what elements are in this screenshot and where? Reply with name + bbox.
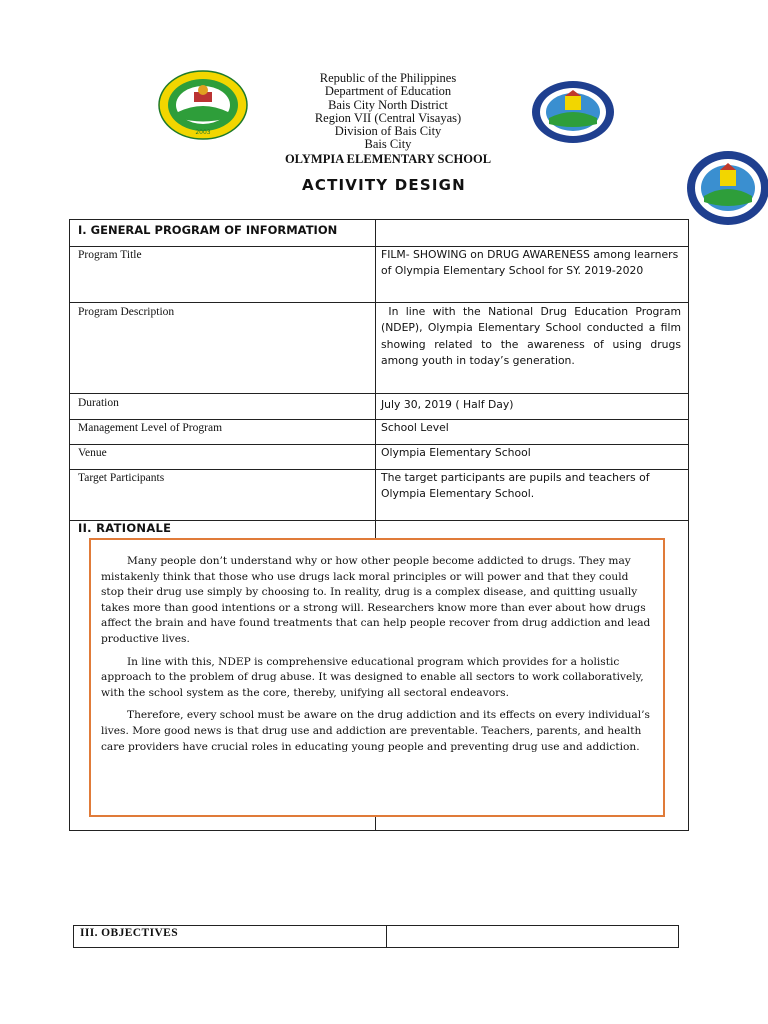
- school-name: OLYMPIA ELEMENTARY SCHOOL: [284, 151, 492, 166]
- row-value-target-participants: The target participants are pupils and teachers of Olympia Elementary School.: [381, 471, 650, 501]
- svg-text:2003: 2003: [195, 129, 211, 136]
- rationale-paragraph: Therefore, every school must be aware on the drug addiction and its effects on every individual’s lives. More good news is that drug use and addiction are preventable. Teachers, parents, and health care providers have crucial roles in educating young people and preventing drug use and addiction.: [101, 709, 650, 753]
- school-seal-logo-secondary: [686, 150, 768, 226]
- row-label-duration: Duration: [78, 397, 119, 409]
- letterhead-line: Bais City: [364, 137, 412, 152]
- division-seal-logo: [158, 70, 248, 140]
- section-heading-general-info: I. GENERAL PROGRAM OF INFORMATION: [78, 223, 338, 237]
- school-seal-logo: [531, 80, 615, 144]
- rationale-paragraph: In line with this, NDEP is comprehensive educational program which provides for a holistic approach to the problem of drug abuse. It was designed to enable all sectors to work collaboratively, with the school system as the core, thereby, unifying all sectoral endeavors.: [101, 655, 644, 699]
- row-divider: [70, 302, 688, 303]
- letterhead-line: Republic of the Philippines: [319, 71, 457, 85]
- row-label-venue: Venue: [78, 447, 107, 459]
- rationale-paragraph: Many people don’t understand why or how other people become addicted to drugs. They may mistakenly think that those who use drugs lack moral principles or will power and that they could stop their drug use simply by choosing to. In reality, drug is a complex disease, and quitting usually takes more than good intentions or a strong will. Researchers know more than ever about how drugs affect the brain and have found treatments that can help people recover from drug addiction and lead productive lives.: [101, 555, 651, 645]
- letterhead-line: Division of Bais City: [334, 124, 442, 139]
- objectives-table: [73, 925, 679, 948]
- row-value-duration: July 30, 2019 ( Half Day): [381, 398, 514, 411]
- document-title: ACTIVITY DESIGN: [302, 176, 466, 194]
- letterhead-line: Region VII (Central Visayas): [314, 110, 462, 125]
- row-value-venue: Olympia Elementary School: [381, 446, 531, 459]
- row-label-management-level: Management Level of Program: [78, 422, 223, 434]
- column-divider: [386, 926, 387, 947]
- section-heading-rationale: II. RATIONALE: [78, 521, 172, 535]
- row-value-management-level: School Level: [381, 421, 449, 434]
- section-heading-objectives: III. OBJECTIVES: [80, 927, 179, 939]
- row-value-program-description: In line with the National Drug Education Program (NDEP), Olympia Elementary School conducted a film showing related to the awareness of using drugs among youth in today’s generation.: [381, 305, 685, 368]
- letterhead: [238, 72, 538, 166]
- row-value-program-title: FILM- SHOWING on DRUG AWARENESS among learners of Olympia Elementary School for SY. 2019-2020: [381, 248, 679, 278]
- rationale-box: [89, 538, 665, 817]
- row-label-program-description: Program Description: [78, 306, 175, 318]
- letterhead-line: Bais City North District: [328, 97, 448, 112]
- row-label-program-title: Program Title: [78, 249, 142, 261]
- row-label-target-participants: Target Participants: [78, 472, 165, 484]
- letterhead-line: Department of Education: [324, 84, 452, 99]
- row-divider: [70, 393, 688, 394]
